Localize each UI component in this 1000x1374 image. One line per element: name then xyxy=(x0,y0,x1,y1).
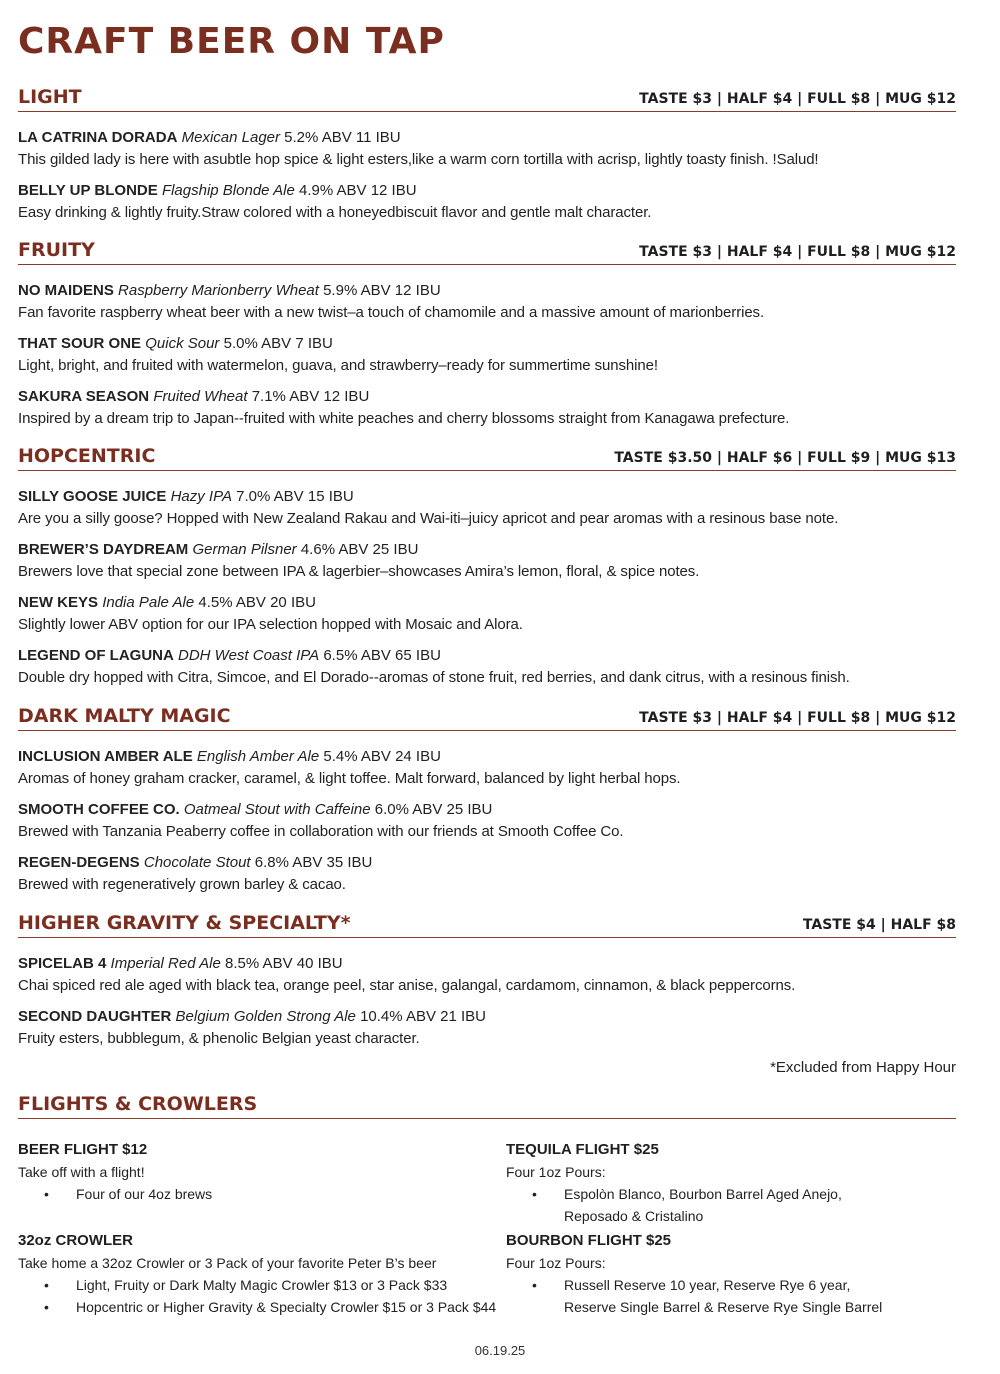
beer-name: SPICELAB 4 xyxy=(18,955,107,972)
beer-description: Are you a silly goose? Hopped with New Zealand Rakau and Wai-iti–juicy apricot and pear aromas with a resinous base note. xyxy=(18,510,839,527)
beer-item xyxy=(18,386,956,439)
beer-name: NEW KEYS xyxy=(18,594,99,611)
beer-description: Chai spiced red ale aged with black tea, orange peel, star anise, galangal, cardamom, cinnamon, & black peppercorns. xyxy=(18,977,796,994)
page-title: CRAFT BEER ON TAP xyxy=(18,21,445,62)
beer-name: LA CATRINA DORADA xyxy=(18,129,178,146)
section-name: HOPCENTRIC xyxy=(18,445,156,467)
section-name: HIGHER GRAVITY & SPECIALTY* xyxy=(18,912,351,934)
beer-name: SILLY GOOSE JUICE xyxy=(18,488,167,505)
bourbon-flight-subtitle: Four 1oz Pours: xyxy=(506,1255,606,1271)
beer-name: SMOOTH COFFEE CO. xyxy=(18,801,180,818)
beer-style: Chocolate Stout xyxy=(143,854,251,871)
beer-stats: 6.8% ABV 35 IBU xyxy=(254,854,373,871)
section-dark-malty-magic xyxy=(18,702,956,905)
list-item: Reserve Single Barrel & Reserve Rye Single Barrel xyxy=(564,1299,883,1315)
beer-stats: 4.9% ABV 12 IBU xyxy=(298,182,417,199)
crowler-subtitle: Take home a 32oz Crowler or 3 Pack of your favorite Peter B’s beer xyxy=(18,1255,437,1271)
tequila-flight-block xyxy=(506,1139,966,1227)
list-item: • Light, Fruity or Dark Malty Magic Crowler $13 or 3 Pack $33 xyxy=(18,1274,498,1296)
bullet-icon: • xyxy=(532,1277,537,1293)
beer-style: Oatmeal Stout with Caffeine xyxy=(183,801,371,818)
list-item: • Russell Reserve 10 year, Reserve Rye 6 year, xyxy=(506,1274,966,1296)
beer-flight-block xyxy=(18,1139,478,1205)
section-name: FLIGHTS & CROWLERS xyxy=(18,1093,258,1115)
section-price: TASTE $4 | HALF $8 xyxy=(802,917,956,933)
beer-stats: 5.0% ABV 7 IBU xyxy=(223,335,333,352)
beer-stats: 5.2% ABV 11 IBU xyxy=(284,129,401,146)
section-price: TASTE $3 | HALF $4 | FULL $8 | MUG $12 xyxy=(639,710,956,726)
list-item: • Hopcentric or Higher Gravity & Specialty Crowler $15 or 3 Pack $44 xyxy=(18,1296,498,1318)
beer-stats: 10.4% ABV 21 IBU xyxy=(360,1008,486,1025)
beer-name: BELLY UP BLONDE xyxy=(18,182,158,199)
section-flights-crowlers xyxy=(18,1090,956,1119)
bullet-icon: • xyxy=(532,1186,537,1202)
crowler-block xyxy=(18,1230,498,1318)
beer-item xyxy=(18,799,956,852)
list-item: Reposado & Cristalino xyxy=(564,1208,704,1224)
section-light xyxy=(18,83,956,233)
tequila-flight-title: TEQUILA FLIGHT $25 xyxy=(506,1141,659,1158)
beer-item xyxy=(18,280,956,333)
beer-style: English Amber Ale xyxy=(196,748,320,765)
beer-item xyxy=(18,746,956,799)
beer-name: LEGEND OF LAGUNA xyxy=(18,647,174,664)
beer-description: Double dry hopped with Citra, Simcoe, and El Dorado--aromas of stone fruit, red berries, and dank citrus, with a resinous finish. xyxy=(18,669,850,686)
section-header xyxy=(18,909,956,938)
section-price: TASTE $3 | HALF $4 | FULL $8 | MUG $12 xyxy=(639,91,956,107)
beer-stats: 7.1% ABV 12 IBU xyxy=(251,388,370,405)
beer-stats: 8.5% ABV 40 IBU xyxy=(225,955,343,972)
section-price: TASTE $3 | HALF $4 | FULL $8 | MUG $12 xyxy=(639,244,956,260)
beer-item xyxy=(18,645,956,698)
bullet-icon: • xyxy=(44,1277,49,1293)
beer-stats: 5.9% ABV 12 IBU xyxy=(323,282,441,299)
beer-style: Fruited Wheat xyxy=(153,388,248,405)
beer-description: This gilded lady is here with asubtle hop spice & light esters,like a warm corn tortilla with acrisp, lightly toasty finish. !Salud! xyxy=(18,151,819,168)
crowler-list xyxy=(18,1274,498,1318)
beer-name: SECOND DAUGHTER xyxy=(18,1008,172,1025)
beer-item xyxy=(18,953,956,1006)
section-price: TASTE $3.50 | HALF $6 | FULL $9 | MUG $13 xyxy=(614,450,956,466)
beer-name: THAT SOUR ONE xyxy=(18,335,142,352)
beer-style: Raspberry Marionberry Wheat xyxy=(118,282,319,299)
section-name: FRUITY xyxy=(18,239,95,261)
beer-style: Belgium Golden Strong Ale xyxy=(175,1008,356,1025)
beer-description: Brewed with regeneratively grown barley & cacao. xyxy=(18,876,346,893)
section-header xyxy=(18,83,956,112)
beer-name: REGEN-DEGENS xyxy=(18,854,140,871)
beer-stats: 5.4% ABV 24 IBU xyxy=(323,748,441,765)
section-header xyxy=(18,1090,956,1119)
beer-item xyxy=(18,852,956,905)
beer-description: Aromas of honey graham cracker, caramel, & light toffee. Malt forward, balanced by light herbal hops. xyxy=(18,770,681,787)
beer-style: German Pilsner xyxy=(192,541,297,558)
beer-stats: 6.5% ABV 65 IBU xyxy=(323,647,441,664)
bullet-icon: • xyxy=(44,1299,49,1315)
crowler-title: 32oz CROWLER xyxy=(18,1232,134,1249)
section-higher-gravity xyxy=(18,909,956,1059)
section-header xyxy=(18,442,956,471)
beer-item xyxy=(18,539,956,592)
beer-flight-subtitle: Take off with a flight! xyxy=(18,1164,145,1180)
beer-stats: 4.5% ABV 20 IBU xyxy=(198,594,316,611)
menu-date: 06.19.25 xyxy=(474,1343,526,1358)
beer-stats: 7.0% ABV 15 IBU xyxy=(236,488,354,505)
beer-style: Mexican Lager xyxy=(181,129,280,146)
beer-stats: 6.0% ABV 25 IBU xyxy=(374,801,493,818)
beer-name: NO MAIDENS xyxy=(18,282,114,299)
beer-item xyxy=(18,333,956,386)
section-hopcentric xyxy=(18,442,956,698)
beer-item xyxy=(18,486,956,539)
bourbon-flight-block xyxy=(506,1230,966,1318)
beer-item xyxy=(18,127,956,180)
section-name: DARK MALTY MAGIC xyxy=(18,705,231,727)
beer-style: Imperial Red Ale xyxy=(110,955,221,972)
beer-description: Inspired by a dream trip to Japan--fruited with white peaches and cherry blossoms straight from Kanagawa prefecture. xyxy=(18,410,790,427)
beer-style: India Pale Ale xyxy=(102,594,195,611)
bullet-icon: • xyxy=(44,1186,49,1202)
beer-name: INCLUSION AMBER ALE xyxy=(18,748,193,765)
beer-name: BREWER’S DAYDREAM xyxy=(18,541,189,558)
list-item: • Four of our 4oz brews xyxy=(18,1183,478,1205)
section-fruity xyxy=(18,236,956,439)
beer-style: Quick Sour xyxy=(145,335,220,352)
beer-description: Fruity esters, bubblegum, & phenolic Belgian yeast character. xyxy=(18,1030,420,1047)
beer-description: Brewers love that special zone between IPA & lagerbier–showcases Amira’s lemon, floral, & spice notes. xyxy=(18,563,700,580)
beer-description: Brewed with Tanzania Peaberry coffee in collaboration with our friends at Smooth Coffee Co. xyxy=(18,823,624,840)
beer-flight-title: BEER FLIGHT $12 xyxy=(18,1141,148,1158)
section-header xyxy=(18,702,956,731)
beer-style: Flagship Blonde Ale xyxy=(161,182,295,199)
beer-item xyxy=(18,180,956,233)
bourbon-flight-title: BOURBON FLIGHT $25 xyxy=(506,1232,672,1249)
tequila-flight-subtitle: Four 1oz Pours: xyxy=(506,1164,606,1180)
section-name: LIGHT xyxy=(18,86,82,108)
beer-description: Light, bright, and fruited with watermelon, guava, and strawberry–ready for summertime sunshine! xyxy=(18,357,658,374)
beer-item xyxy=(18,1006,956,1059)
beer-name: SAKURA SEASON xyxy=(18,388,150,405)
beer-flight-list xyxy=(18,1183,478,1205)
beer-description: Slightly lower ABV option for our IPA selection hopped with Mosaic and Alora. xyxy=(18,616,523,633)
section-header xyxy=(18,236,956,265)
beer-style: Hazy IPA xyxy=(170,488,232,505)
happy-hour-footnote: *Excluded from Happy Hour xyxy=(770,1059,956,1076)
tequila-flight-list xyxy=(506,1183,966,1227)
beer-description: Fan favorite raspberry wheat beer with a new twist–a touch of chamomile and a massive amount of marionberries. xyxy=(18,304,765,321)
bourbon-flight-list xyxy=(506,1274,966,1318)
beer-description: Easy drinking & lightly fruity.Straw colored with a honeyedbiscuit flavor and gentle malt character. xyxy=(18,204,652,221)
beer-style: DDH West Coast IPA xyxy=(178,647,320,664)
list-item: • Espolòn Blanco, Bourbon Barrel Aged Anejo, xyxy=(506,1183,966,1205)
beer-item xyxy=(18,592,956,645)
beer-stats: 4.6% ABV 25 IBU xyxy=(300,541,419,558)
